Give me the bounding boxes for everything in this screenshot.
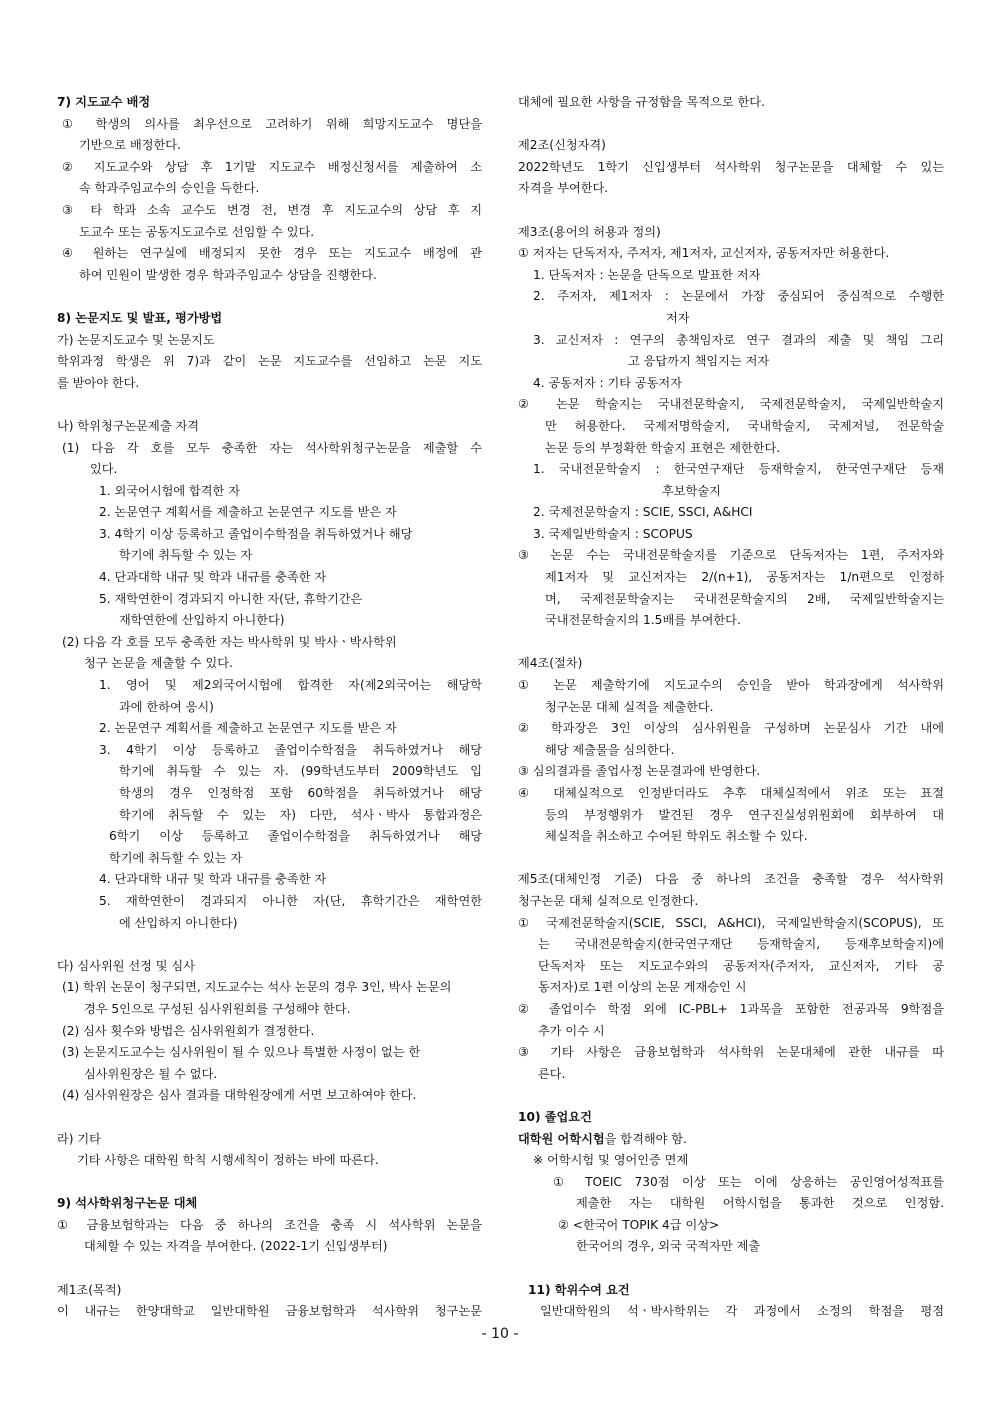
text-line: 단독저자 또는 지도교수와의 공동저자(주저자, 교신저자, 기타 공 xyxy=(538,958,944,973)
text-line: 학기에 취득할 수 있는 자 xyxy=(119,548,253,563)
text-line: ② 학과장은 3인 이상의 심사위원을 구성하며 논문심사 기간 내에 xyxy=(518,721,944,736)
blank-line xyxy=(57,394,482,416)
text-line: 2. 논문연구 계획서를 제출하고 논문연구 지도를 받은 자 xyxy=(99,505,397,520)
text-line: 이 내규는 한양대학교 일반대학원 금융보험학과 석사학위 청구논문 xyxy=(57,1304,482,1319)
text-line: ④ 대체실적으로 인정받더라도 추후 대체실적에서 위조 또는 표절 xyxy=(518,786,944,800)
text-line: 학기에 취득할 수 있는 자) 다만, 석사ㆍ박사 통합과정은 xyxy=(119,807,482,822)
blank-line xyxy=(518,1258,944,1280)
text-line: 3. 4학기 이상 등록하고 졸업이수학점을 취득하였거나 해당 xyxy=(99,526,413,541)
text-line: ③ 심의결과를 졸업사정 논문결과에 반영한다. xyxy=(518,764,761,779)
text-line: 심사위원장은 될 수 없다. xyxy=(84,1066,218,1081)
blank-line xyxy=(518,632,944,654)
text-line: 1. 단독저자 : 논문을 단독으로 발표한 저자 xyxy=(533,267,761,282)
text-line: 추가 이수 시 xyxy=(538,1023,605,1038)
text-line: 4. 공동저자 : 기타 공동저자 xyxy=(533,375,682,390)
text-line: 동저자)로 1편 이상의 논문 게재승인 시 xyxy=(538,980,747,995)
text-line: ① 논문 제출학기에 지도교수의 승인을 받아 학과장에게 석사학위 xyxy=(518,678,944,693)
text-line: 며, 국제전문학술지는 국내전문학술지의 2배, 국제일반학술지는 xyxy=(545,591,944,606)
text-line: ③ 타 학과 소속 교수도 변경 전, 변경 후 지도교수의 상담 후 지 xyxy=(62,202,482,217)
text-line: 학기에 취득할 수 있는 자 xyxy=(109,850,243,865)
text-line: 도교수 또는 공동지도교수로 선임할 수 있다. xyxy=(79,224,315,239)
text-line: 1. 영어 및 제2외국어시험에 합격한 자(제2외국어는 해당학 xyxy=(99,678,482,693)
text-line: ④ 원하는 연구실에 배정되지 못한 경우 또는 지도교수 배정에 관 xyxy=(62,246,482,261)
text-line: 가) 논문지도교수 및 논문지도 xyxy=(57,332,215,347)
text-line: 해당 제출물을 심의한다. xyxy=(545,742,675,757)
text-line: 한국어의 경우, 외국 국적자만 제출 xyxy=(576,1239,761,1254)
text-line: 속 학과주임교수의 승인을 득한다. xyxy=(79,181,260,196)
text-line: 학생의 경우 인정학점 포함 60학점을 취득하였거나 해당 xyxy=(119,786,482,800)
text-line: ② 졸업이수 학점 외에 IC-PBL+ 1과목을 포함한 전공과목 9학점을 xyxy=(518,1001,944,1016)
section-heading: 7) 지도교수 배정 xyxy=(57,95,151,109)
text-line: 자격을 부여한다. xyxy=(518,181,609,196)
text-line: 만 허용한다. 국제저명학술지, 국내학술지, 국제저널, 전문학술 xyxy=(545,418,944,433)
text-line: 3. 4학기 이상 등록하고 졸업이수학점을 취득하였거나 해당 xyxy=(99,742,482,757)
text-line: ※ 어학시험 및 영어인증 면제 xyxy=(533,1153,689,1168)
text-line: ① 금융보험학과는 다음 중 하나의 조건을 충족 시 석사학위 논문을 xyxy=(57,1217,482,1232)
text-line: 제5조(대체인정 기준) 다음 중 하나의 조건을 충족할 경우 석사학위 xyxy=(518,872,944,887)
text-line: 일반대학원의 석ㆍ박사학위는 각 과정에서 소정의 학점을 평점 xyxy=(540,1304,944,1319)
text-line: 1. 외국어시험에 합격한 자 xyxy=(99,483,240,498)
text-line: 6학기 이상 등록하고 졸업이수학점을 취득하였거나 해당 xyxy=(109,829,482,844)
text-line: 청구 논문을 제출할 수 있다. xyxy=(84,656,233,671)
text-line: ① 저자는 단독저자, 주저자, 제1저자, 교신저자, 공동저자만 허용한다. xyxy=(518,246,890,261)
blank-line xyxy=(518,200,944,222)
text-line: 다) 심사위원 선정 및 심사 xyxy=(57,958,195,973)
text-line: ① 학생의 의사를 최우선으로 고려하기 위해 희망지도교수 명단을 xyxy=(62,116,482,131)
text-line: ③ 기타 사항은 금융보험학과 석사학위 논문대체에 관한 내규를 따 xyxy=(518,1045,944,1060)
page-number: - 10 - xyxy=(481,1326,519,1342)
text-line: 3. 국제일반학술지 : SCOPUS xyxy=(533,526,693,541)
text-line: (4) 심사위원장은 심사 결과를 대학원장에게 서면 보고하여야 한다. xyxy=(62,1088,417,1103)
text-line: 를 받아야 한다. xyxy=(57,375,140,390)
text-line: 5. 재학연한이 경과되지 아니한 자(단, 휴학기간은 재학연한 xyxy=(99,893,482,908)
blank-line xyxy=(57,1172,482,1194)
text-line: 대체할 수 있는 자격을 부여한다. (2022-1기 신입생부터) xyxy=(84,1239,388,1254)
blank-line xyxy=(57,286,482,308)
right-column xyxy=(518,92,944,1323)
text-line: 기반으로 배정한다. xyxy=(79,138,181,153)
text-line: 2. 국제전문학술지 : SCIE, SSCI, A&HCI xyxy=(533,505,753,520)
text-line: 라) 기타 xyxy=(57,1131,101,1146)
text-line: 경우 5인으로 구성된 심사위원회를 구성해야 한다. xyxy=(84,1001,351,1016)
text-line: ① TOEIC 730점 이상 또는 이에 상응하는 공인영어성적표를 xyxy=(553,1174,944,1189)
text-line: 제4조(절차) xyxy=(518,656,583,671)
blank-line xyxy=(518,114,944,136)
blank-line xyxy=(518,1085,944,1107)
text-line: 제출한 자는 대학원 어학시험을 통과한 것으로 인정함. xyxy=(576,1196,944,1211)
text-line: ① 국제전문학술지(SCIE, SSCI, A&HCI), 국제일반학술지(SCOPUS), 또 xyxy=(518,915,944,930)
text-line: 재학연한에 산입하지 아니한다) xyxy=(119,613,285,628)
text-line: 논문 등의 부정확한 학술지 표현은 제한한다. xyxy=(545,440,781,455)
text-line: (1) 다음 각 호를 모두 충족한 자는 석사학위청구논문을 제출할 수 xyxy=(62,440,482,455)
text-line: 제2조(신청자격) xyxy=(518,138,606,153)
blank-line xyxy=(57,934,482,956)
text-line: 저자 xyxy=(666,310,690,325)
section-heading: 8) 논문지도 및 발표, 평가방법 xyxy=(57,310,223,325)
text-line: 청구논문 대체 실적으로 인정한다. xyxy=(518,893,699,908)
text-line: 등의 부정행위가 발견된 경우 연구진실성위원회에 회부하여 대 xyxy=(545,807,944,822)
blank-line xyxy=(57,1107,482,1129)
text-line: 학위과정 학생은 위 7)과 같이 논문 지도교수를 선임하고 논문 지도 xyxy=(57,354,482,369)
text-line: 과에 한하여 응시) xyxy=(119,699,214,714)
text-line: 1. 국내전문학술지 : 한국연구재단 등재학술지, 한국연구재단 등재 xyxy=(533,462,944,477)
text-line: 른다. xyxy=(538,1066,566,1081)
text-line: 대체에 필요한 사항을 규정함을 목적으로 한다. xyxy=(518,95,765,109)
text-line: 에 산입하지 아니한다) xyxy=(119,915,238,930)
text-line: 4. 단과대학 내규 및 학과 내규를 충족한 자 xyxy=(99,872,327,887)
left-column xyxy=(57,92,482,1323)
text-line: (3) 논문지도교수는 심사위원이 될 수 있으나 특별한 사정이 없는 한 xyxy=(62,1045,421,1060)
text-line: 대학원 어학시험을 합격해야 함. xyxy=(518,1131,687,1146)
text-line: 4. 단과대학 내규 및 학과 내규를 충족한 자 xyxy=(99,570,327,585)
text-line: ② 지도교수와 상담 후 1기말 지도교수 배정신청서를 제출하여 소 xyxy=(62,159,482,174)
text-line: (2) 심사 횟수와 방법은 심사위원회가 결정한다. xyxy=(62,1023,315,1038)
text-line: 있다. xyxy=(90,462,118,477)
text-line: 나) 학위청구논문제출 자격 xyxy=(57,418,200,433)
section-heading: 9) 석사학위청구논문 대체 xyxy=(57,1196,198,1211)
text-line: 2. 주저자, 제1저자 : 논문에서 가장 중심되어 중심적으로 수행한 xyxy=(533,289,944,304)
text-line: 학기에 취득할 수 있는 자. (99학년도부터 2009학년도 입 xyxy=(119,764,482,779)
text-line: 5. 재학연한이 경과되지 아니한 자(단, 휴학기간은 xyxy=(99,591,363,606)
text-line: (1) 학위 논문이 청구되면, 지도교수는 석사 논문의 경우 3인, 박사 논문의 xyxy=(62,980,452,995)
text-line: 국내전문학술지의 1.5배를 부여한다. xyxy=(545,613,741,628)
text-line: 제1조(목적) xyxy=(57,1282,122,1297)
text-line: ② 논문 학술지는 국내전문학술지, 국제전문학술지, 국제일반학술지 xyxy=(518,397,944,412)
text-line: 3. 교신저자 : 연구의 총책임자로 연구 결과의 제출 및 책임 그리 xyxy=(533,332,944,347)
text-line: (2) 다음 각 호를 모두 충족한 자는 박사학위 및 박사ㆍ박사학위 xyxy=(62,634,397,649)
text-line: 2. 논문연구 계획서를 제출하고 논문연구 지도를 받은 자 xyxy=(99,721,397,736)
blank-line xyxy=(518,848,944,870)
text-line: 체실적을 취소하고 수여된 학위도 취소할 수 있다. xyxy=(545,829,808,844)
text-line: ② <한국어 TOPIK 4급 이상> xyxy=(558,1217,720,1232)
text-line: 하여 민원이 발생한 경우 학과주임교수 상담을 진행한다. xyxy=(79,267,377,282)
blank-line xyxy=(57,1258,482,1280)
text-line: 기타 사항은 대학원 학칙 시행세칙이 정하는 바에 따른다. xyxy=(77,1153,379,1168)
section-heading: 10) 졸업요건 xyxy=(518,1109,592,1124)
text-line: 후보학술지 xyxy=(662,483,721,498)
section-heading: 11) 학위수여 요건 xyxy=(528,1282,630,1297)
text-line: 제3조(용어의 허용과 정의) xyxy=(518,224,661,239)
text-line: 제1저자 및 교신저자는 2/(n+1), 공동저자는 1/n편으로 인정하 xyxy=(545,570,944,585)
text-line: 2022학년도 1학기 신입생부터 석사학위 청구논문을 대체할 수 있는 xyxy=(518,159,944,174)
text-line: 청구논문 대체 실적을 제출한다. xyxy=(545,699,714,714)
text-line: 고 응답까지 책임지는 저자 xyxy=(628,354,770,369)
text-line: ③ 논문 수는 국내전문학술지를 기준으로 단독저자는 1편, 주저자와 xyxy=(518,548,944,563)
text-line: 는 국내전문학술지(한국연구재단 등재학술지, 등재후보학술지)에 xyxy=(538,937,944,952)
